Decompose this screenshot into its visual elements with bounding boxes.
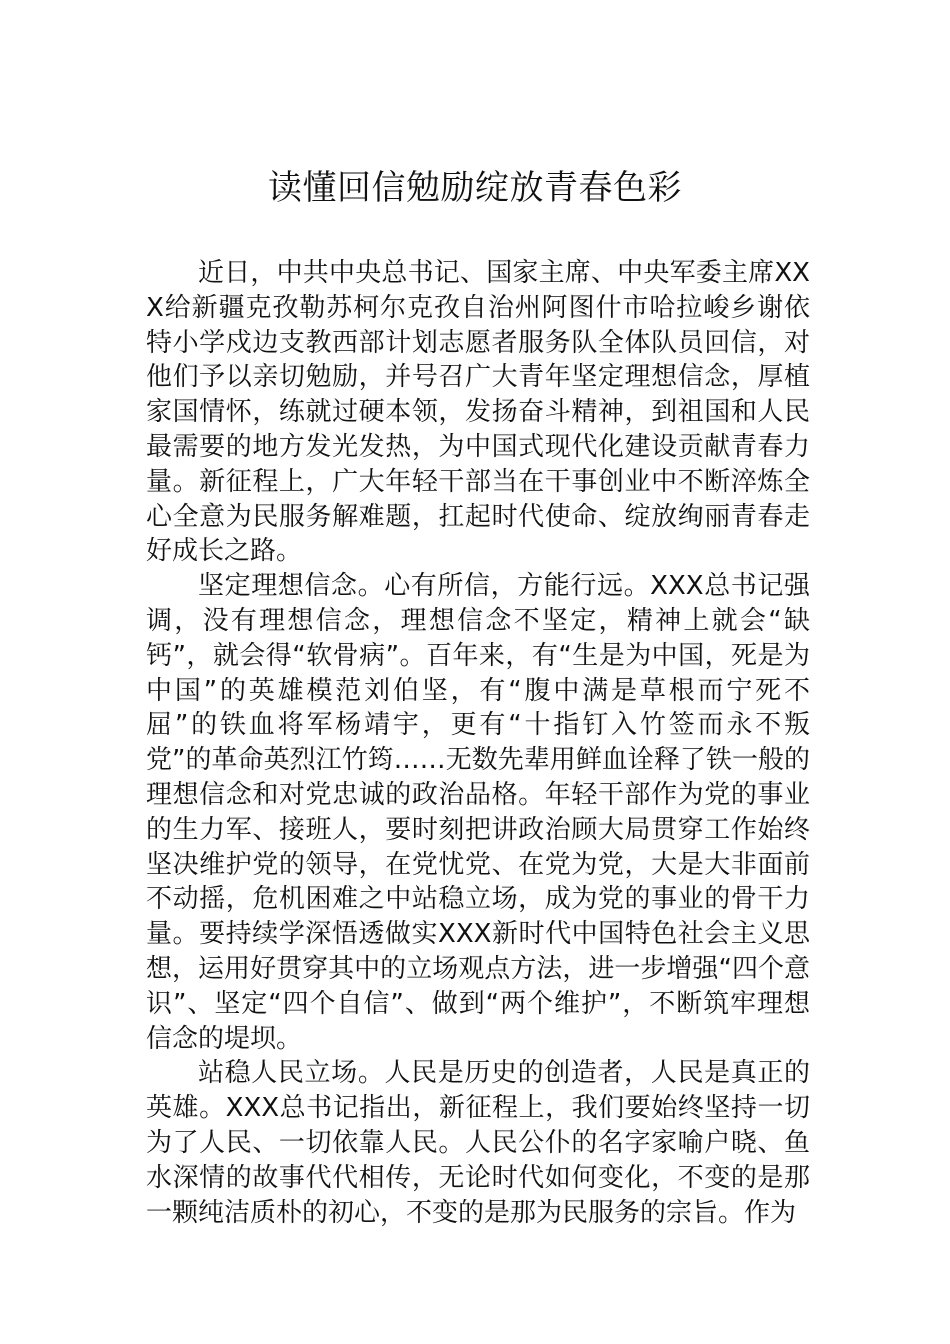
paragraph-1: 近日，中共中央总书记、国家主席、中央军委主席XXX给新疆克孜勒苏柯尔克孜自治州阿图什市哈拉峻乡谢依特小学戍边支教西部计划志愿者服务队全体队员回信，对他们予以亲切勉励，并号召广大青年坚定理想信念，厚植家国情怀，练就过硬本领，发扬奋斗精神，到祖国和人民最需要的地方发光发热，为中国式现代化建设贡献青春力量。新征程上，广大年轻干部当在干事创业中不断淬炼全心全意为民服务解难题，扛起时代使命、绽放绚丽青春走好成长之路。 xyxy=(146,258,810,567)
document-body xyxy=(146,256,810,1230)
paragraph-2: 坚定理想信念。心有所信，方能行远。XXX总书记强调，没有理想信念，理想信念不坚定，精神上就会“缺钙”，就会得“软骨病”。百年来，有“生是为中国，死是为中国”的英雄模范刘伯坚，有“腹中满是草根而宁死不屈”的铁血将军杨靖宇，更有“十指钉入竹签而永不叛党”的革命英烈江竹筠……无数先辈用鲜血诠释了铁一般的理想信念和对党忠诚的政治品格。年轻干部作为党的事业的生力军、接班人，要时刻把讲政治顾大局贯穿工作始终坚决维护党的领导，在党忧党、在党为党，大是大非面前不动摇，危机困难之中站稳立场，成为党的事业的骨干力量。要持续学深悟透做实XXX新时代中国特色社会主义思想，运用好贯穿其中的立场观点方法，进一步增强“四个意识”、坚定“四个自信”、做到“两个维护”，不断筑牢理想信念的堤坝。 xyxy=(146,571,810,1054)
paragraph-3: 站稳人民立场。人民是历史的创造者，人民是真正的英雄。XXX总书记指出，新征程上，我们要始终坚持一切为了人民、一切依靠人民。人民公仆的名字家喻户晓、鱼水深情的故事代代相传，无论时代如何变化，不变的是那一颗纯洁质朴的初心，不变的是那为民服务的宗旨。作为 xyxy=(146,1058,810,1228)
document-title: 读懂回信勉励绽放青春色彩 xyxy=(268,168,682,208)
